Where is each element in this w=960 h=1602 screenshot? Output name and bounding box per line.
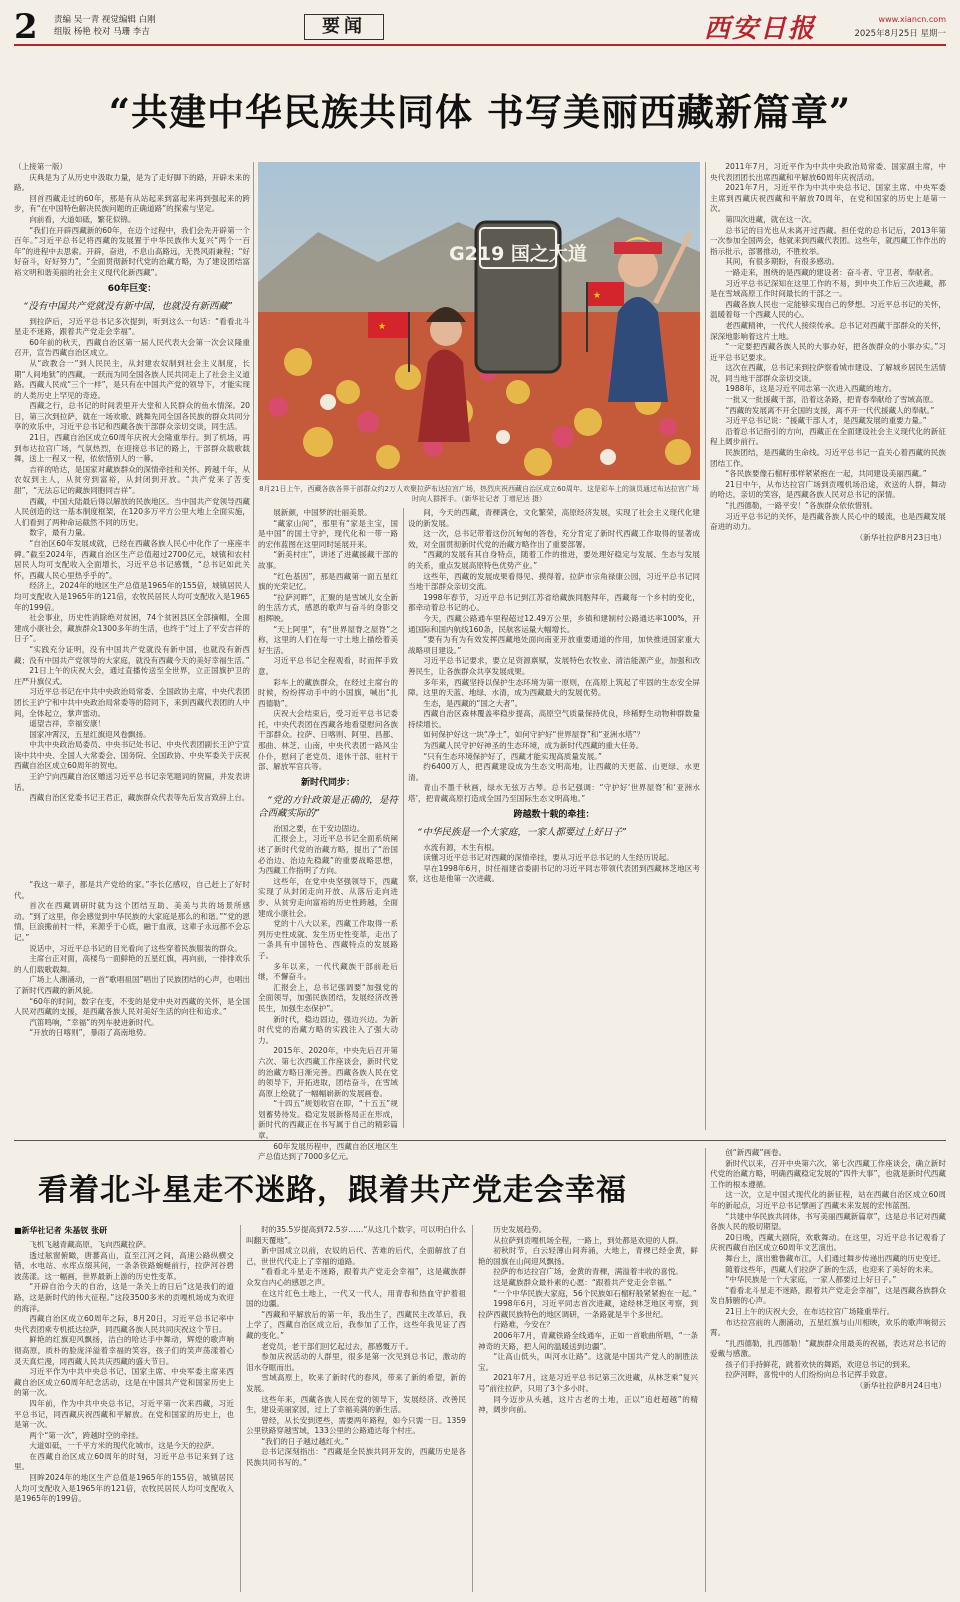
article1-headline: “共建中华民族共同体 书写美丽西藏新篇章” (108, 90, 852, 134)
paragraph: 新时代以来，召开中央第六次、第七次西藏工作座谈会，确立新时代党的治藏方略，明确西藏稳定发展的“四件大事”，也就是新时代西藏工作的根本遵循。 (710, 1158, 946, 1189)
paragraph: 这些年，在党中央坚强领导下，西藏实现了从封闭走向开放、从落后走向进步、从贫穷走向富裕的历史性跨越，全面建成小康社会。 (258, 876, 398, 918)
paragraph: 透过舷窗俯瞰，唐蕃高山，直至江河之间，高速公路纵横交错，水电站、水库点缀其间，一条条铁路蜿蜒前行，拉萨河谷碧波荡漾。这一幅画，世界最新上游的历史性变革。 (14, 1250, 234, 1281)
photo-illustration (258, 162, 700, 480)
paragraph: 回眸2024年的地区生产总值是1965年的155倍，城镇居民人均可支配收入是1965年的121倍，农牧民居民人均可支配收入是1965年的199倍。 (14, 1473, 234, 1504)
paragraph: 在这片红色土地上，一代又一代人，用青春和热血守护着祖国的边疆。 (246, 1288, 466, 1309)
road-sign-text: G219 国之大道 (449, 243, 587, 265)
paragraph: 老西藏精神，一代代人接续传承。总书记对西藏干部群众的关怀，深深地影响着这片土地。 (710, 320, 946, 341)
paragraph: 间，今天的西藏，青稞满仓，文化繁荣，高原经济发展，实现了社会主义现代化建设的新发展。 (408, 508, 700, 528)
paragraph: “西藏的发展离不开全国的支援，离不开一代代援藏人的奉献。” (725, 405, 935, 415)
paragraph: 多年以来，一代代藏族干部前赴后继，不懈奋斗。 (258, 961, 398, 982)
paragraph: 从“政教合一”到人民民主，从封建农奴制到社会主义制度，长期“人间地狱”的西藏，一跃而为同全国各族人民共同走上了社会主义道路。西藏人民成“三个一样”，是只有在中国共产党的领导下，才能实现的人类历史上罕见的奇迹。 (14, 358, 250, 400)
paragraph: 鲜艳的红旗迎风飘扬，洁白的哈达手中舞动，辉煌的歌声响彻高原，质朴的脸庞洋溢着幸福的笑容，孩子们的笑声荡漾着心灵天真烂漫，同西藏人民共庆西藏的盛大节日。 (14, 1335, 234, 1366)
paragraph: 舞台上，演出雅鲁藏布江，人们通过舞步传递出西藏的历史变迁。 (725, 1253, 946, 1263)
article2-column-2 (246, 1225, 466, 1592)
paragraph: 创“新西藏”画卷。 (725, 1148, 787, 1157)
paragraph: 主席台正对面，高楼鸟一面鲜艳的五星红旗，再向前，一排排欢乐的人们载歌载舞。 (14, 954, 250, 974)
paragraph: 大道如砥，一千平方米的现代化城市，这是今天的拉萨。 (29, 1441, 220, 1451)
paragraph: 说话中，习近平总书记的目光看向了这些穿着民族服装的群众。 (29, 943, 242, 953)
article-separator (14, 1140, 946, 1141)
column-divider (705, 1148, 706, 1592)
flag-star-icon: ★ (378, 322, 387, 332)
paragraph: “我们在开辟西藏新的60年，在迈个过程中，我们会先开辟第一个百年。”习近平总书记将西藏的发展置于中华民族伟大复兴“两个一百年”的进程中去思索。开辟，奋进，不息山高路远，无畏风雨兼程；“好好奋斗，好好努力”，“全面贯彻新时代党的治藏方略，为了建设团结富裕文明和谐美丽的社会主义现代化新西藏”。 (14, 225, 250, 277)
paragraph: 民族团结，是西藏的生命线。习近平总书记一直关心着西藏的民族团结工作。 (710, 448, 946, 468)
paragraph: 60年发展历程中，西藏自治区地区生产总值达到了7000多亿元。 (258, 1141, 398, 1162)
paragraph: 汇报会上，总书记强调要“加强党的全面领导，加强民族团结，发展经济改善民生，加强生态保护”。 (258, 982, 398, 1013)
paragraph: “各民族要像石榴籽那样紧紧抱在一起，共同建设美丽西藏。” (725, 469, 927, 479)
paragraph: 2021年7月，这是习近平总书记第三次进藏，从林芝乘“复兴号”前往拉萨，只用了3个多小时。 (478, 1373, 698, 1393)
paragraph: 西藏，中国大陆最后得以解放的民族地区。当中国共产党领导西藏人民创造的这一基本制度框架，在120多万平方公里大地上全面实施，人们看到了两种命运截然不同的历史。 (14, 496, 250, 527)
paragraph: “西藏和平解放后的第一年，我出生了，西藏民主改革后，我上学了，西藏自治区成立后，我参加了工作，这些年我见证了西藏的变化。” (246, 1309, 466, 1340)
svg-text:★: ★ (593, 291, 602, 301)
paragraph: 曾经，从长安到逻些，需要两年路程，如今只需一日。1359公里铁路穿越雪域，133公里的公路通达每个村庄。 (246, 1415, 466, 1436)
paragraph: 老党员，老干部们回忆起过去，都感慨万千。 (261, 1341, 414, 1351)
paragraph: 21日中午，从布达拉宫广场到贡嘎机场沿途，欢送的人群，舞动的哈达，亲切的笑容，是西藏各族人民对总书记的深情。 (710, 479, 946, 500)
paragraph: 西藏各族人民也一定能够实现自己的梦想。习近平总书记的关怀，温暖着每一个西藏人民的心。 (710, 299, 946, 320)
newspaper-logo: 西安日报 (704, 14, 817, 44)
paragraph: “只有生态环境保护好了，西藏才能实现高质量发展。” (423, 751, 602, 761)
paragraph: 今天，西藏公路通车里程超过12.49万公里，乡镇和建制村公路通达率100%，开通国际和国内航线160条，民航客运量大幅增长。 (408, 613, 700, 634)
paragraph: 1998年春节，习近平总书记到江苏省给藏族同胞拜年，西藏每一个乡村的变化，都牵动着总书记的心。 (408, 592, 700, 613)
paragraph: 到拉萨后，习近平总书记多次提到，听到这么一句话：“看看北斗星走不迷路，跟着共产党走会幸福”。 (14, 316, 250, 337)
paragraph: 总书记的目光也从未离开过西藏。担任党的总书记后，2013年第一次参加全国两会，他就来到西藏代表团。这些年，就西藏工作作出的指示批示，部署推动，不胜枚举。 (710, 225, 946, 256)
paragraph: 习近平总书记在中共中央政治局常委、全国政协主席，中央代表团团长王沪宁和中共中央政治局常委等的陪同下，来到西藏代表团的人中间，全体起立，掌声雷动。 (14, 687, 250, 718)
paragraph: 习近平总书记说：“援藏干部人才，是西藏发展的重要力量。” (725, 416, 927, 426)
paragraph: 雪域高原上，吹来了新时代的春风，带来了新的希望，新的发展。 (246, 1373, 466, 1393)
paragraph: “十四五”规划收官在即，“十五五”规划蓄势待发。稳定发展新格局正在形成，新时代的西藏正在书写属于自己的精彩篇章。 (258, 1099, 398, 1141)
celebration-photo (258, 162, 700, 480)
paragraph: 广场上人潮涌动，一首“歌唱祖国”唱出了民族团结的心声，也唱出了新时代西藏的新风貌。 (14, 975, 250, 995)
column-divider (403, 508, 404, 1128)
paragraph: 参加庆祝活动的人群里，很多是第一次见到总书记，激动的泪水夺眶而出。 (246, 1352, 466, 1372)
article1-column-3 (408, 508, 700, 1128)
paragraph: 时的35.5岁提高到72.5岁……“从这几个数字，可以明白什么叫翻天覆地”。 (246, 1225, 466, 1245)
paragraph: 这一次，立足中国式现代化的新征程，站在西藏自治区成立60周年的新起点，习近平总书记擘画了西藏未来发展的宏伟蓝图。 (710, 1190, 946, 1210)
paragraph: 西藏自治区党委书记王君正，藏族群众代表等先后发言致辞上台。 (29, 793, 250, 803)
column-divider (240, 1225, 241, 1592)
paragraph: 2015年、2020年，中央先后召开第六次、第七次西藏工作座谈会，新时代党的治藏方略日渐完善。西藏各族人民在党的领导下，开拓进取，团结奋斗，在雪域高原上绘就了一幅幅崭新的发展画卷。 (258, 1046, 398, 1098)
paragraph: “要有为有为有效发挥西藏地处面向南亚开放重要通道的作用，加快推进国家重大战略项目建设。” (408, 635, 700, 655)
paragraph: “扎西德勒，扎西德勒！”藏族群众用最美的祝福，表达对总书记的爱戴与感激。 (710, 1338, 946, 1359)
paragraph: 为西藏人民守护好神圣的生态环境，成为新时代西藏的重大任务。 (423, 741, 644, 751)
article1-column-1 (14, 162, 250, 877)
editors-credit (54, 14, 156, 38)
paragraph: 习近平总书记的关怀，是西藏各族人民心中的暖流，也是西藏发展奋进的动力。 (710, 511, 946, 532)
paragraph: 习近平总书记全程观看，时而挥手致意。 (258, 656, 398, 676)
paragraph: 历史发展趋势。 (493, 1225, 547, 1234)
paragraph: “实践充分证明，没有中国共产党就没有新中国，也就没有新西藏；没有中国共产党领导的大家庭，就没有西藏今天的美好幸福生活。” (14, 644, 250, 665)
paragraph: 青山不墨千秋画，绿水无弦万古琴。总书记强调：“守护好‘世界屋脊’和‘亚洲水塔’，把青藏高原打造成全国乃至国际生态文明高地。” (408, 783, 700, 804)
paragraph: 党的十八大以来，西藏工作取得一系列历史性成就、发生历史性变革，走出了一条具有中国特色、西藏特点的发展路子。 (258, 919, 398, 960)
paragraph: “扎西德勒，一路平安！”各族群众依依惜别。 (725, 501, 878, 510)
paragraph: 西藏自治区成立60周年之际，8月20日，习近平总书记率中央代表团乘专机抵达拉萨，同西藏各族人民共同庆祝这个节日。 (14, 1314, 234, 1334)
paragraph: 新中国成立以前，农奴的后代、苦难的后代，全面解放了自己，世世代代走上了幸福的道路。 (246, 1246, 466, 1266)
paragraph: 早在1998年6月，时任福建省委副书记的习近平同志带领代表团到西藏林芝地区考察，这也是他第一次进藏。 (408, 863, 700, 884)
paragraph: 多年来，西藏坚持以保护生态环境为第一原则，在高原上筑起了牢固的生态安全屏障。这里的天蓝、地绿、水清，成为西藏最大的发展优势。 (408, 677, 700, 698)
article2-headline: 看着北斗星走不迷路，跟着共产党走会幸福 (38, 1173, 627, 1208)
paragraph: 彩车上的藏族群众，在经过主席台的时候，纷纷挥动手中的小国旗，喊出“扎西德勒”。 (258, 677, 398, 708)
paragraph: 新时代，稳边固边，强边兴边。为新时代党的治藏方略的实践注入了强大动力。 (258, 1014, 398, 1045)
paragraph: “自治区60年发展成就，已经在西藏各族人民心中化作了一座座丰碑。”截至2024年，西藏自治区生产总值超过2700亿元，城镇和农村居民人均可支配收入全面增长，习近平总书记感慨，“总书记如此关怀，西藏人民心里热乎乎的”。 (14, 539, 250, 580)
paragraph: “开放的日喀则”，暴雨了高南地势。 (29, 1028, 151, 1038)
paragraph: 向前看，大道如砥，繁花似锦。 (29, 214, 136, 224)
paragraph: “看看北斗星走不迷路，跟着共产党走会幸福”，这是西藏各族群众发自肺腑的心声。 (710, 1285, 946, 1306)
paragraph: 初秋时节，白云轻薄山间奔涌，大地上，青稞已经金黄，鲜艳的国旗在山间迎风飘扬。 (478, 1246, 698, 1266)
paragraph: 1988年，这是习近平同志第一次进入西藏的地方。 (725, 384, 897, 394)
article2-column-1 (14, 1240, 234, 1592)
paragraph: 2021年7月，习近平作为中共中央总书记、国家主席、中央军委主席到西藏庆祝西藏和平解放70周年，在党和国家的历史上是第一次。 (710, 183, 946, 214)
paragraph: 21日上午的庆祝大会，在布达拉宫广场隆重举行。 (725, 1306, 895, 1316)
paragraph: 2006年7月，青藏铁路全线通车，正如一首歌曲所唱，“一条神奇的天路，把人间的温暖送到边疆”。 (478, 1330, 698, 1351)
article2-column-3 (478, 1225, 698, 1592)
paragraph: “西藏的发展有其自身特点，随着工作的推进，要处理好稳定与发展、生态与发展的关系，重点发展高原特色优势产业。” (408, 550, 700, 570)
paragraph: 拉萨的布达拉宫广场，金黄的青稞，满溢着丰收的喜悦。 (493, 1267, 684, 1277)
paragraph: “我们的日子越过越红火。” (261, 1436, 349, 1446)
article1-column-4 (710, 162, 946, 1130)
paragraph: 庆典是为了从历史中汲取力量，是为了走好脚下的路，开辟未来的路。 (14, 172, 250, 193)
paragraph: 习近平总书记要求，要立足资源禀赋，发展特色农牧业、清洁能源产业，加强和改善民生，让各族群众共享发展成果。 (408, 656, 700, 676)
paragraph: 这次在西藏，总书记来到拉萨察看城市建设、了解城乡居民生活情况，同当地干部群众亲切交谈。 (710, 363, 946, 383)
article1-column-1b (14, 880, 250, 1130)
section-subheading: 跨越数十载的牵挂： (513, 809, 595, 820)
paragraph: 21日，西藏自治区成立60周年庆祝大会隆重举行。到了机场，再到布达拉宫广场，气氛热烈，在迎接总书记的路上，干部群众载歌载舞，送上一程又一程，依依惜别人的一幕。 (14, 433, 250, 464)
section-quote: “党的方针政策是正确的，是符合西藏实际的” (258, 794, 398, 819)
paragraph: 王沪宁向西藏自治区赠送习近平总书记亲笔题词的贺匾，并发表讲话。 (14, 772, 250, 792)
editors-line-1: 责编 吴一青 视觉编辑 白刚 (54, 15, 156, 25)
paragraph: 水流有源，木生有根。 (423, 842, 500, 852)
paragraph: “让高山低头，叫河水让路”。这就是中国共产党人的制胜法宝。 (478, 1352, 698, 1372)
section-quote: “没有中国共产党就没有新中国，也就没有新西藏” (23, 300, 233, 312)
paragraph: 行路难，今安在？ (493, 1320, 554, 1330)
section-label: 要闻 (304, 14, 384, 40)
paragraph: “一定要把西藏各族人民的大事办好，把各族群众的小事办实。”习近平总书记要求。 (710, 342, 946, 362)
paragraph: “共建中华民族共同体，书写美丽西藏新篇章”，这是总书记对西藏各族人民的殷切期望。 (710, 1211, 946, 1232)
paragraph: “看看北斗星走不迷路，跟着共产党走会幸福”，这是藏族群众发自内心的感恩之声。 (246, 1267, 466, 1287)
article-lead: （上接第一版） (14, 162, 68, 171)
paragraph: “一个中华民族大家庭，56个民族如石榴籽般紧紧抱在一起。” (493, 1288, 697, 1298)
page-number: 2 (14, 7, 38, 47)
paragraph: 布达拉宫前的人潮涌动，五星红旗与山川相映，欢乐的歌声响彻云霄。 (710, 1317, 946, 1338)
column-divider (705, 162, 706, 1130)
paragraph: “藏家山间”，那里有“家是主宝，国是中国”的国土守护，现代化和一带一路的宏伟蓝图在这里同时延展开来。 (258, 518, 398, 549)
paragraph: 数字，最有力量。 (29, 528, 90, 538)
paragraph: 同今迈步从头越，这片古老的土地，正以“追赶超越”的精神，阔步向前。 (478, 1394, 698, 1415)
paragraph: 治国之要，在于安边固边。 (273, 823, 365, 833)
paragraph: “60年的时间，数字在变，不变的是党中央对西藏的关怀，是全国人民对西藏的支援，是西藏各族人民对美好生活的向往和追求。” (14, 996, 250, 1017)
paragraph: （新华社拉萨8月24日电） (855, 1381, 946, 1391)
paragraph: 60年前的秋天，西藏自治区第一届人民代表大会第一次会议隆重召开，宣告西藏自治区成立。 (14, 337, 250, 358)
paragraph: 总书记深刻指出：“西藏是全民族共同开发的，西藏历史是各民族共同书写的。” (246, 1447, 466, 1468)
paragraph: 从拉萨到贡嘎机场全程，一路上，到处都是欢迎的人群。 (493, 1235, 684, 1245)
paragraph: 这些年来，西藏各族人民在党的领导下，发展经济、改善民生，建设美丽家园，过上了幸福美满的新生活。 (246, 1394, 466, 1415)
paragraph: 2011年7月，习近平作为中共中央政治局常委、国家副主席，中央代表团团长出席西藏和平解放60周年庆祝活动。 (710, 162, 946, 182)
paragraph: 习近平作为中共中央总书记、国家主席、中央军委主席来西藏自治区成立60周年纪念活动，这是在中国共产党和国家历史上的第一次。 (14, 1367, 234, 1398)
paragraph: 吉祥的哈达，是国家对藏族群众的深情牵挂和关怀。跨越千年，从农奴到主人，从贫穷到富裕，从封闭到开放。“共产党来了苦变甜”，“无法忘记的藏族同胞同吉祥”。 (14, 464, 250, 496)
paragraph: 习近平总书记深知在这里工作的不易，到中央工作后三次进藏，都是在雪域高原工作时间最长的干部之一。 (710, 278, 946, 299)
article2-column-4 (710, 1148, 946, 1592)
paragraph: 首次在西藏调研时就为这个团结互助、美美与共的场景所感动。“到了这里，你会感觉到中华民族的大家庭是那么的和谐。”“党的恩情，巨浪搬前村一样，来源乎于心底，融于血液，这辈子永远都不会忘记。” (14, 901, 250, 942)
paragraph: 这是藏族群众最朴素的心愿：“跟着共产党走会幸福。” (493, 1277, 672, 1287)
paragraph: 经济上，2024年的地区生产总值是1965年的155倍，城镇居民人均可支配收入是1965年的121倍，农牧民居民人均可支配收入是1965年的199倍。 (14, 581, 250, 612)
paragraph: 第四次进藏，就在这一次。 (725, 214, 817, 224)
issue-date: 2025年8月25日 星期一 (854, 29, 946, 39)
paragraph: 回首西藏走过的60年，那是有从站起来到富起来再到强起来的跨步，有“在中国特色解决民族问题的正确道路”的探索与坚定。 (14, 193, 250, 214)
website-url[interactable]: www.xiancn.com (878, 15, 946, 24)
paragraph: “我这一辈子，都是共产党给的家。”李长亿感叹，自己赶上了好时代。 (14, 880, 250, 900)
paragraph: 一批又一批援藏干部，沿着这条路，把青春奉献给了雪域高原。 (725, 395, 938, 405)
paragraph: 21日上午的庆祝大会，通过直播传送至全世界，立正国旗护卫的庄严升旗仪式。 (14, 666, 250, 686)
paragraph: 西藏自治区森林覆盖率稳步提高，高原空气质量保持优良，珍稀野生动物种群数量持续增长。 (408, 709, 700, 729)
paragraph: 约6400万人，把西藏建设成为生态文明高地，让西藏的天更蓝、山更绿、水更清。 (408, 762, 700, 782)
paragraph: 国家冲霄汉，五星红旗迎风卷飘扬。 (29, 729, 151, 739)
editors-line-2: 组版 杨艳 校对 马珊 李吉 (54, 27, 150, 37)
paragraph: 中共中央政治局委员、中央书记处书记、中央代表团副长王沪宁宣读中共中央、全国人大常委会、国务院、全国政协、中央军委关于庆祝西藏自治区成立60周年的贺电。 (14, 740, 250, 771)
paragraph: 庆祝大会结束后，受习近平总书记委托，中央代表团在西藏各地看望慰问各族干部群众。拉萨、日喀则、阿里、昌都、那曲、林芝、山南，中央代表团一路风尘仆仆，慰问了老党员、退休干部、驻村干部、解放军官兵等。 (258, 709, 398, 772)
paragraph: 展新颜，中国梦的壮丽美景。 (273, 508, 372, 517)
paragraph: 飞机飞越青藏高原，飞向西藏拉萨。 (29, 1240, 151, 1249)
paragraph: “天上阿里”，有“世界屋脊之屋脊”之称，这里的人们在每一寸土地上描绘着美好生活。 (258, 624, 398, 655)
paragraph: 拉萨河畔，喜悦中的人们纷纷向总书记挥手致意。 (725, 1370, 893, 1380)
paragraph: 汽笛鸣响，“幸福”的列车驶进新时代。 (29, 1017, 159, 1027)
paragraph: 1998年6月，习近平同志首次进藏，途经林芝地区考察，到拉萨西藏民族特色的地区调研，一条路就是半个多世纪。 (478, 1299, 698, 1319)
paragraph: 读懂习近平总书记对西藏的深情牵挂，要从习近平总书记的人生经历说起。 (423, 853, 674, 863)
paragraph: 如何保护好这一块“净土”，如何守护好“世界屋脊”和“亚洲水塔”？ (423, 730, 645, 740)
paragraph: 四年前，作为中共中央总书记，习近平第一次来西藏，习近平总书记，同西藏庆祝西藏和平解放。在党和国家的历史上，也是第一次。 (14, 1398, 234, 1430)
column-divider (472, 1225, 473, 1592)
section-quote: “中华民族是一个大家庭，一家人都要过上好日子” (417, 826, 627, 838)
section-subheading: 新时代同步： (300, 777, 355, 788)
paragraph: 西藏之行，总书记的时间表里开大堂和人民群众的鱼水情深。20日，第三次到拉萨，就在一场欢歌、跳舞先同全国各民族的群众共同分享的欢乐中，习近平总书记和西藏各族干部群众亲切交谈，同生活。 (14, 401, 250, 432)
paragraph: 在西藏自治区成立60周年的时刻，习近平总书记来到了这里。 (14, 1451, 234, 1472)
paragraph: “拉萨河畔”，汇聚的是雪域儿女全新的生活方式，感恩的歌声与奋斗的身影交相辉映。 (258, 592, 398, 623)
paragraph: 社会事业，历史性消除绝对贫困，74个贫困县区全部摘帽，全面建成小康社会，藏族群众1300多年的生活，也终于“过上了平安吉祥的日子”。 (14, 613, 250, 644)
article1-column-2 (258, 508, 398, 1162)
paragraph: 一路走来，围绕的是西藏的建设者：奋斗者、守卫者、奉献者。 (725, 267, 938, 277)
paragraph: “开辟自治今天的自治，这是一条关上的日后”这是我们的道路，这是新时代的伟大征程。”这段3500多米的贡嘎机场成为欢迎的海洋。 (14, 1282, 234, 1313)
section-subheading: 60年巨变： (107, 283, 157, 294)
paragraph: 遥望吉祥，幸福安康！ (29, 719, 106, 729)
paragraph: 其间，有很多期盼，有很多感动。 (725, 257, 840, 267)
paragraph: 孩子们手持鲜花，跳着欢快的舞蹈，欢迎总书记的到来。 (725, 1359, 916, 1369)
paragraph: 沿着总书记指引的方向，西藏正在全面建设社会主义现代化的新征程上阔步前行。 (710, 426, 946, 447)
paragraph: 这些年，西藏的发展成果看得见、摸得着。拉萨市宗角禄康公园，习近平总书记同当地干部群众亲切交流。 (408, 571, 700, 592)
paragraph: 汇报会上，习近平总书记全面系统阐述了新时代党的治藏方略，提出了“治国必治边、治边先稳藏”的重要战略思想，为西藏工作指明了方向。 (258, 834, 398, 876)
paragraph: “中华民族是一个大家庭，一家人都要过上好日子。” (725, 1275, 897, 1285)
masthead (14, 7, 946, 47)
paragraph: （新华社拉萨8月23日电） (855, 532, 946, 542)
paragraph: “新美村庄”，讲述了进藏援藏干部的故事。 (258, 550, 398, 570)
column-divider (253, 162, 254, 1130)
paragraph: 这一次，总书记带着这份沉甸甸的答卷，充分肯定了新时代西藏工作取得的显著成效，对全面贯彻新时代党的治藏方略作出了重要部署。 (408, 529, 700, 549)
paragraph: “红色基因”，那是西藏第一面五星红旗的光荣记忆。 (258, 571, 398, 592)
photo-caption: 8月21日上午，西藏各族各界干部群众约2万人欢聚拉萨布达拉宫广场，热烈庆祝西藏自治区成立60周年。这是彩车上的演员通过布达拉宫广场时向人群挥手。（新华社记者 丁增尼达 摄） (259, 485, 699, 503)
article2-byline: ■新华社记者 朱基钗 张研 (14, 1226, 108, 1235)
paragraph: 随着这些年，西藏人们拉萨了新的生活，也迎来了美好的未来。 (725, 1264, 938, 1274)
paragraph: 两个“第一次”，跨越时空的牵挂。 (29, 1430, 144, 1440)
paragraph: 生态，是西藏的“国之大者”。 (423, 698, 523, 708)
paragraph: 20日晚，西藏大剧院，欢歌舞动。在这里，习近平总书记观看了庆祝西藏自治区成立60周年文艺演出。 (710, 1232, 946, 1253)
